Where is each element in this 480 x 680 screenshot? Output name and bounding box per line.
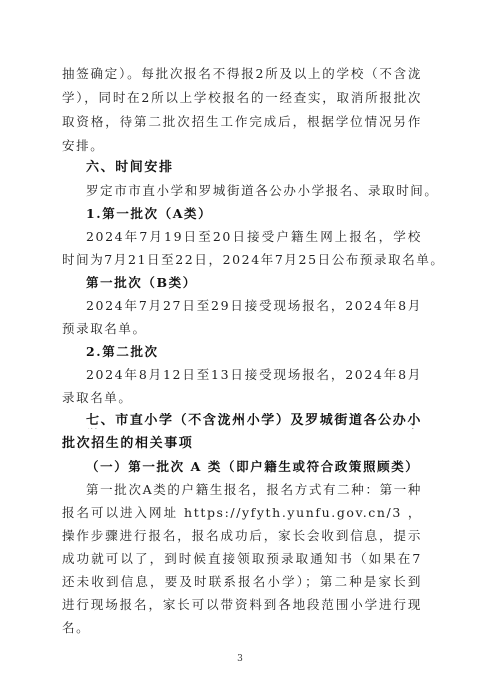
body-text-line: 预录取名单。 — [62, 321, 147, 336]
subsection-heading: 1.第一批次（A类） — [86, 206, 213, 221]
body-text-line: 取资格，待第二批次招生工作完成后，根据学位情况另作 — [62, 114, 422, 129]
body-text-line: 安排。 — [62, 138, 105, 153]
body-text-line: 报名可以进入网址 https://yfyth.yunfu.gov.cn/3 ， — [62, 505, 422, 520]
body-text-line: 操作步骤进行报名，报名成功后，家长会收到信息，提示 — [62, 528, 422, 543]
body-text-line: 时间为7月21日至22日，2024年7月25日公布预录取名单。 — [62, 252, 445, 267]
body-text-line: 2024年7月19日至20日接受户籍生网上报名，学校 — [86, 229, 422, 244]
subsection-heading: 2.第二批次 — [86, 344, 159, 359]
section-heading: 批次招生的相关事项 — [62, 436, 194, 451]
subsection-heading: 第一批次（B类） — [86, 275, 197, 290]
body-text-line: 还未收到信息，要及时联系报名小学）；第二种是家长到 — [62, 574, 422, 589]
section-heading: 六、时间安排 — [86, 160, 174, 175]
body-text-line: 罗定市市直小学和罗城街道各公办小学报名、录取时间。 — [86, 183, 439, 198]
subsection-heading: （一）第一批次 A 类（即户籍生或符合政策照顾类） — [86, 459, 420, 474]
body-text-line: 名。 — [62, 620, 91, 635]
body-text-line: 进行现场报名，家长可以带资料到各地段范围小学进行现 — [62, 597, 422, 612]
body-text-line: 2024年7月27日至29日接受现场报名，2024年8月 — [86, 298, 422, 313]
body-text-line: 2024年8月12日至13日接受现场报名，2024年8月 — [86, 367, 422, 382]
body-text-line: 学），同时在2所以上学校报名的一经查实，取消所报批次 — [62, 90, 422, 105]
body-text-line: 录取名单。 — [62, 390, 133, 405]
body-text-line: 抽签确定）。每批次报名不得报2所及以上的学校（不含泷 — [62, 66, 422, 81]
section-heading: 七、市直小学（不含泷州小学）及罗城街道各公办小 — [86, 413, 422, 428]
body-text-line: 成功就可以了，到时候直接领取预录取通知书（如果在7 — [62, 551, 422, 566]
body-text-line: 第一批次A类的户籍生报名，报名方式有二种：第一种 — [86, 482, 422, 497]
page-number: 3 — [237, 654, 243, 664]
